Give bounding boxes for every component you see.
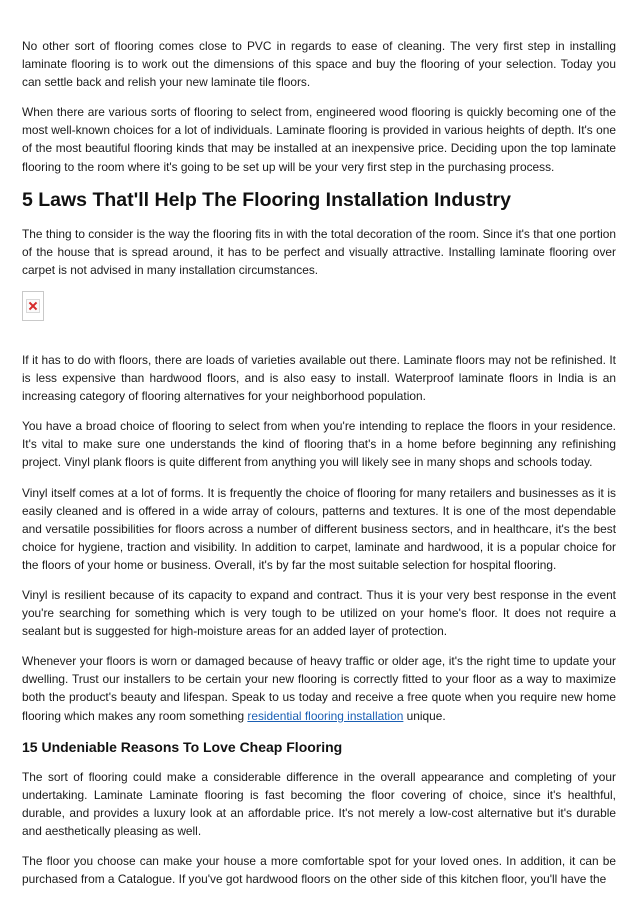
paragraph-5: You have a broad choice of flooring to select from when you're intending to replace the floors in your residence. It's vital to make sure one understands the kind of flooring that's in a home before beginning any refinishing project. Vinyl plank floors is quite different from anything you will likely see in many shops and schools today.: [22, 419, 616, 470]
broken-image-icon: [22, 291, 44, 321]
paragraph-10: The floor you choose can make your house a more comfortable spot for your loved ones. In addition, it can be purchased from a Catalogue. If you've got hardwood floors on the other side of this kitchen floor, you'll have the: [22, 854, 616, 887]
paragraph-9: The sort of flooring could make a considerable difference in the overall appearance and completing of your undertaking. Laminate Laminate flooring is fast becoming the floor covering of choice, since it's healthful, durable, and provides a luxury look at an affordable price. It's not merely a low-cost alternative but it's durable and aesthetically pleasing as well.: [22, 769, 616, 838]
paragraph-8-text-after: unique.: [403, 708, 446, 723]
paragraph-3: The thing to consider is the way the flooring fits in with the total decoration of the room. Since it's that one portion of the house that is spread around, it has to be perfect and visually attractive. Installing laminate flooring over carpet is not advised in many installation circumstances.: [22, 226, 616, 277]
article-body: [22, 37, 616, 900]
section-heading-laws: 5 Laws That'll Help The Flooring Installation Industry: [22, 188, 511, 211]
broken-image-x-icon: [26, 299, 40, 313]
paragraph-6: Vinyl itself comes at a lot of forms. It is frequently the choice of flooring for many retailers and businesses as it is easily cleaned and is offered in a wide array of colours, patterns and textures. It is one of the most dependable and versatile possibilities for floors across a number of different business sectors, and in healthcare, it's the best choice for hygiene, traction and visibility. In addition to carpet, laminate and hardwood, it is a popular choice for the floors of your home or business. Overall, it's by far the most suitable selection for hospital flooring.: [22, 485, 616, 572]
paragraph-4: If it has to do with floors, there are loads of varieties available out there. Laminate floors may not be refinished. It is less expensive than hardwood floors, and is also easy to install. Waterproof laminate floors in India is an increasing category of flooring alternatives for your neighborhood population.: [22, 352, 616, 404]
paragraph-1: No other sort of flooring comes close to PVC in regards to ease of cleaning. The very first step in installing laminate flooring is to work out the dimensions of this space and buy the flooring of your selection. Today you can settle back and relish your new laminate tile floors.: [22, 39, 616, 90]
section-heading-reasons: 15 Undeniable Reasons To Love Cheap Flooring: [22, 738, 343, 755]
paragraph-8-text-before: Whenever your floors is worn or damaged because of heavy traffic or older age, it's the right time to update your dwelling. Trust our installers to be certain your new flooring is correctly fitted to your floor as a way to maximize both the product's beauty and lifespan. Speak to us today and receive a free quote when you require new home flooring which makes any room something: [22, 654, 616, 723]
paragraph-7: Vinyl is resilient because of its capacity to expand and contract. Thus it is your very best response in the event you're searching for something which is very tough to be utilized on your home's floor. It does not require a sealant but is suggested for high-moisture areas for an added layer of protection.: [22, 587, 616, 639]
residential-flooring-link[interactable]: residential flooring installation: [247, 708, 404, 723]
paragraph-8: [22, 652, 616, 724]
paragraph-2: When there are various sorts of flooring to select from, engineered wood flooring is quickly becoming one of the most well-known choices for a lot of individuals. Laminate flooring is provided in various heights of depth. It's one of the most beautiful flooring kinds that may be installed at an inexpensive price. Deciding upon the top laminate flooring to the room where it's going to be set up will be your very first step in the purchasing process.: [22, 105, 616, 174]
